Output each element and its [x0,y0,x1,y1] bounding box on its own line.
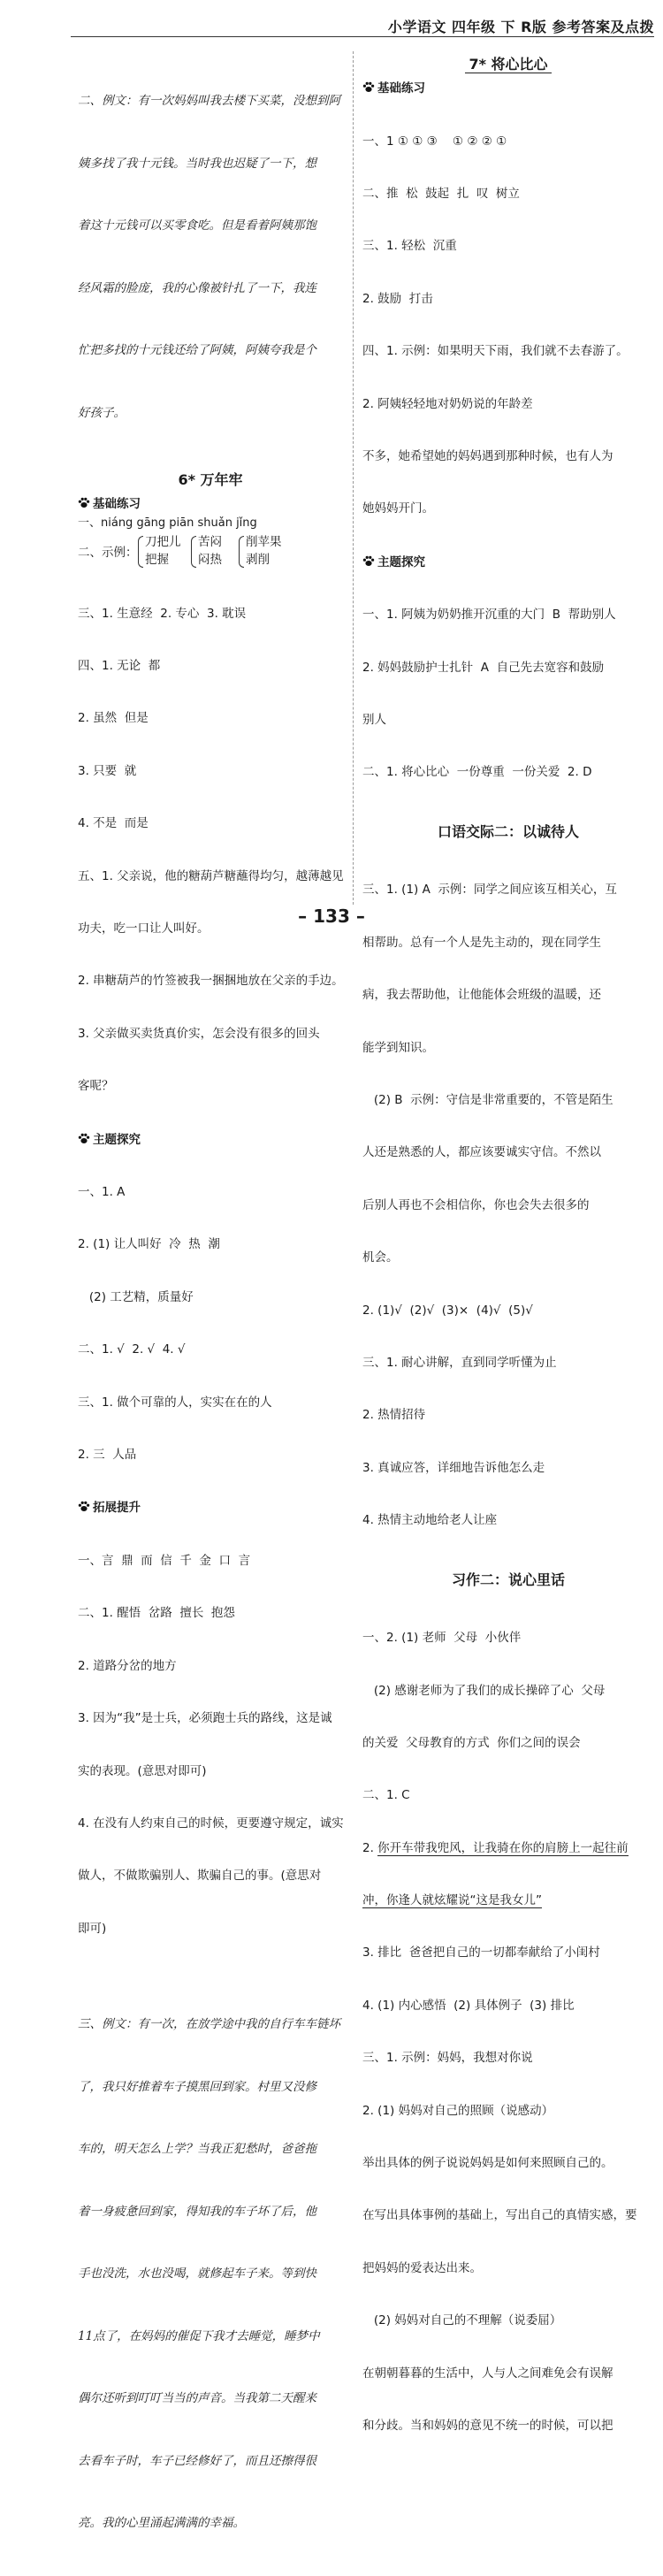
lesson-title-text: 7* 将心比心 [465,56,551,73]
text-line: 了，我只好推着车子摸黑回到家。村里又没修 [78,2079,316,2094]
paw-icon [78,1501,90,1512]
text-line: 着一身疲惫回到家，得知我的车子坏了后，他 [78,2204,316,2219]
text-line: 忙把多找的十元钱还给了阿姨，阿姨夸我是个 [78,343,316,357]
text-line: 一、1 ① ① ③ ① ② ② ① [362,134,507,149]
text-line: 车的，明天怎么上学？当我正犯愁时，爸爸拖 [78,2142,316,2157]
text-line: 二、1. 醒悟 岔路 擅长 抱怨 [78,1606,235,1621]
text-line: 做人，不做欺骗别人、欺骗自己的事。(意思对 [78,1869,322,1884]
text-line: 2. (1)√ (2)√ (3)× (4)√ (5)√ [362,1303,533,1318]
text-line: 2. 虽然 但是 [78,711,149,726]
text-line: 11点了，在妈妈的催促下我才去睡觉，睡梦中 [78,2328,320,2343]
text-line: 4. (1) 内心感悟 (2) 具体例子 (3) 排比 [362,1998,575,2013]
text-line: 一、1. 阿姨为奶奶推开沉重的大门 B 帮助别人 [362,608,616,623]
text-line: 三、1. 做个可靠的人，实实在在的人 [78,1395,272,1410]
text-line: 实的表现。(意思对即可) [78,1763,207,1778]
section-heading [362,80,654,98]
word: 闷热 [198,553,222,567]
text-line: 举出具体的例子说说妈妈是如何来照顾自己的。 [362,2156,613,2171]
text-line: 别人 [362,713,386,728]
text-line: 2. 鼓励 打击 [362,291,433,306]
word: 削苹果 [246,535,282,549]
text-line: 不多，她希望她的妈妈遇到那种时候，也有人为 [362,448,613,463]
text-line: 着这十元钱可以买零食吃。但是看着阿姨那饱 [78,218,316,233]
paw-icon [78,497,90,508]
text-line: 3. 排比 爸爸把自己的一切都奉献给了小闺村 [362,1945,600,1961]
text-line [362,1840,654,1858]
text-line: 亮。我的心里涌起满满的幸福。 [78,2516,245,2531]
text-line: 好孩子。 [78,405,126,420]
text-line: 4. 热情主动地给老人让座 [362,1513,498,1528]
pinyin-line: 一、niáng gāng piān shuǎn jǐng [78,516,257,530]
text-line: 在写出具体事例的基础上，写出自己的真情实感，要 [362,2208,637,2223]
word-group [239,533,282,569]
text-line: 后别人再也不会相信你，你也会失去很多的 [362,1197,590,1212]
example-groups [78,533,343,570]
right-column [362,50,654,2470]
left-bottom-essay [78,1973,343,2576]
text-line: 四、1. 示例：如果明天下雨，我们就不去春游了。 [362,344,629,359]
example-label: 二、示例： [78,546,138,560]
section-label: 基础练习 [93,497,141,511]
text-line: 二、1. 将心比心 一份尊重 一份关爱 2. D [362,765,592,780]
text-line: 人还是熟悉的人，都应该要诚实守信。不然以 [362,1145,601,1160]
text-line: 三、1. 耐心讲解，直到同学听懂为止 [362,1355,557,1370]
text-line [362,1892,654,1910]
text-line: 一、2. (1) 老师 父母 小伙伴 [362,1631,522,1646]
paw-icon [78,1133,90,1144]
oral-title: 口语交际二：以诚待人 [437,822,579,840]
answer-block [362,1595,654,2471]
section-heading [78,495,343,514]
text-line: 2. 三 人品 [78,1448,137,1463]
word: 刀把儿 [145,535,181,549]
answer-block [362,98,654,554]
section-heading [362,554,654,572]
text-line: 把妈妈的爱表达出来。 [362,2260,482,2275]
text-line: 2. 阿姨轻轻地对奶奶说的年龄差 [362,396,533,411]
text-line: 2. (1) 让人叫好 冷 热 潮 [78,1237,220,1252]
text-line: 姨多找了我十元钱。当时我也迟疑了一下，想 [78,156,316,171]
underlined-answer: 你开车带我兜风，让我骑在你的肩膀上一起往前 [377,1840,629,1855]
left-column [78,50,343,2576]
text-line: 功夫，吃一口让人叫好。 [78,921,210,936]
text-line: 三、例文：有一次，在放学途中我的自行车车链坏 [78,2017,340,2032]
text-line: 二、推 松 鼓起 扎 叹 树立 [362,186,520,201]
text-line: 2. 串糖葫芦的竹签被我一捆捆地放在父亲的手边。 [78,974,344,989]
header-rule [71,36,654,37]
word-group [138,533,181,569]
text-line: 4. 不是 而是 [78,816,149,831]
item-number: 2. [362,1840,378,1855]
text-line: 一、言 鼎 而 信 千 金 口 言 [78,1554,251,1569]
section-label: 拓展提升 [93,1501,141,1516]
text-line: 相帮助。总有一个人是先主动的，现在同学生 [362,935,601,950]
left-top-essay [78,50,343,465]
section-heading [78,1131,343,1150]
text-line: 手也没洗，水也没喝，就修起车子来。等到快 [78,2266,316,2282]
text-line: 的关爱 父母教育的方式 你们之间的误会 [362,1735,581,1750]
answer-block [78,570,343,1131]
text-line: 三、1. 生意经 2. 专心 3. 耽误 [78,606,247,621]
word: 剥削 [246,553,270,567]
section-label: 基础练习 [377,81,425,96]
text-line: 机会。 [362,1250,399,1265]
text-line: 五、1. 父亲说，他的糖葫芦糖蘸得均匀，越薄越见 [78,868,344,883]
page-header [0,0,663,41]
text-line: 2. (1) 妈妈对自己的照顾（说感动） [362,2103,554,2118]
text-line: 病，我去帮助他，让他能体会班级的温暖，还 [362,988,601,1003]
section-heading [78,1499,343,1517]
header-title: 小学语文 四年级 下 R版 参考答案及点拨 [387,19,654,35]
text-line: 二、例文：有一次妈妈叫我去楼下买菜，没想到阿 [78,94,340,108]
text-line: 经风霜的脸庞，我的心像被针扎了一下，我连 [78,280,316,295]
text-line: 2. 妈妈鼓励护士扎针 A 自己先去宽容和鼓励 [362,660,605,675]
word: 把握 [145,553,169,567]
answer-block [362,847,654,1565]
text-line: 二、1. C [362,1788,410,1803]
paw-icon [362,555,375,567]
underlined-answer: 冲，你逢人就炫耀说“这是我女儿” [362,1893,542,1908]
text-line: 偶尔还听到叮叮当当的声音。当我第二天醒来 [78,2391,316,2406]
text-line: 客呢？ [78,1079,114,1094]
text-line: 3. 父亲做买卖货真价实，怎会没有很多的回头 [78,1026,320,1041]
answer-block [362,572,654,817]
text-line: 3. 因为“我”是士兵，必须跑士兵的路线，这是诚 [78,1711,332,1726]
text-line: 能学到知识。 [362,1040,434,1055]
text-line: 她妈妈开门。 [362,501,434,516]
column-divider [353,51,354,905]
text-line: 3. 真诚应答，详细地告诉他怎么走 [362,1460,545,1475]
answer-block [78,1517,343,1973]
lesson-title-6: 6* 万年牢 [178,471,243,488]
text-line: 在朝朝暮暮的生活中，人与人之间难免会有误解 [362,2366,613,2381]
word: 苦闷 [198,535,222,549]
text-line: 一、1. A [78,1185,126,1200]
section-label: 主题探究 [377,554,425,569]
text-line: 去看车子时，车子已经修好了，而且还擦得很 [78,2453,316,2468]
text-line: 二、1. √ 2. √ 4. √ [78,1342,186,1357]
text-line: (2) 工艺精，质量好 [78,1289,194,1304]
writing-title: 习作二：说心里话 [451,1571,565,1588]
section-label: 主题探究 [93,1132,141,1147]
text-line: 三、1. 轻松 沉重 [362,239,457,254]
text-line: 2. 道路分岔的地方 [78,1658,177,1673]
answer-block [78,1150,343,1500]
text-line: 三、1. (1) A 示例：同学之间应该互相关心，互 [362,883,617,898]
text-line: 即可) [78,1921,107,1936]
text-line: 四、1. 无论 都 [78,658,161,673]
paw-icon [362,81,375,93]
text-line: 3. 只要 就 [78,763,137,778]
page-number: – 133 – [298,906,365,927]
text-line: 和分歧。当和妈妈的意见不统一的时候，可以把 [362,2419,613,2433]
lesson-title-7 [362,52,654,77]
text-line: (2) 感谢老师为了我们的成长操碎了心 父母 [362,1683,606,1698]
text-line: 2. 热情招待 [362,1408,426,1423]
text-line: 三、1. 示例：妈妈，我想对你说 [362,2051,533,2066]
text-line: (2) B 示例：守信是非常重要的，不管是陌生 [362,1093,613,1108]
text-line: 4. 在没有人约束自己的时候，更要遵守规定，诚实 [78,1815,344,1831]
text-line: (2) 妈妈对自己的不理解（说委屈） [362,2313,562,2328]
word-group [191,533,222,569]
